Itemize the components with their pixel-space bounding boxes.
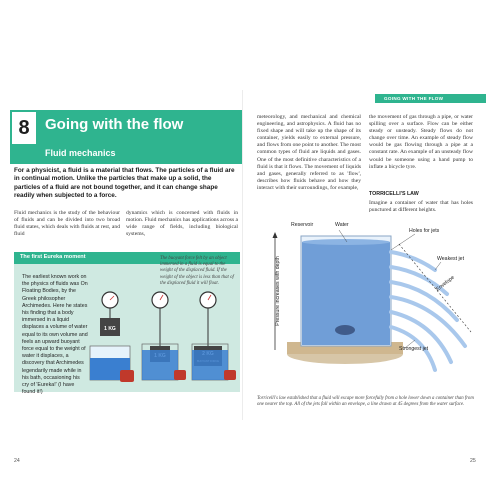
torricelli-svg: [265, 222, 479, 382]
torricelli-heading: TORRICELLI'S LAW: [369, 191, 419, 197]
weakest-pointer: [435, 262, 441, 270]
right-page: [243, 0, 486, 486]
body-column-1: Fluid mechanics is the study of the behaviour of fluids and can be divided into two broad fluid states, which deals with fluids at rest, and fluid: [14, 210, 120, 238]
holes-for-jets-label: Holes for jets: [409, 228, 440, 234]
buoyancy-illustration: [88, 288, 238, 388]
page-number-left: 24: [14, 458, 20, 464]
body-column-3: meteorology, and mechanical and chemical engineering, and astrophysics. A fluid has no fixed shape and will take up the shape of its container, yields easily to external pressure, and flows from one point to another. The most common types of fluid are liquids and gases. One of the most definitive characteristics of a fluid is that it flows. The movement of liquids and gases, generally referred to as 'flow', describes how fluids behave and how they interact with their surroundings, for example,: [257, 114, 361, 191]
eureka-box-caption: The buoyant force felt by an object immersed in a fluid is equal to the weight of the displaced fluid. If the weight of the object is less than that of the displaced fluid it will float.: [160, 256, 234, 286]
holes-pointer: [391, 234, 415, 250]
torricelli-text: Imagine a container of water that has holes punctured at different heights.: [369, 200, 473, 214]
eureka-box-text: The earliest known work on the physics of fluids was On Floating Bodies, by the Greek philosopher Archimedes. Here he states his finding that a body immersed in a liquid displaces a volume of water equal to its own volume and feels an upward buoyant force equal to the weight of water it displaces, a discovery that Archimedes legendarily made while in his bath, occasioning his cry of 'Eureka!' (I have found it!): [22, 274, 88, 396]
torricelli-diagram: [265, 222, 479, 382]
weakest-jet-label: Weakest jet: [437, 256, 465, 262]
beaker-1-icon: [90, 346, 134, 382]
running-head: GOING WITH THE FLOW: [384, 96, 444, 101]
eureka-box-title: The first Eureka moment: [20, 254, 86, 260]
pressure-label: Pressure increases with depth: [275, 256, 281, 326]
strongest-jet-label: Strongest jet: [399, 346, 429, 352]
reservoir-label: Reservoir: [291, 222, 314, 228]
weight-1-label: 1 KG: [104, 326, 116, 332]
body-column-2: dynamics which is concerned with fluids in motion. Fluid mechanics has applications across a wide range of fields, including biological systems,: [126, 210, 239, 238]
body-column-4: the movement of gas through a pipe, or water spilling over a surface. Flow can be either steady or unsteady. Steady flows do not change over time. An example of steady flow would be gas flowing through a pipe at a constant rate. An example of an unsteady flow would be someone using a hand pump to inflate a bicycle tyre.: [369, 114, 473, 170]
drain-shadow: [335, 325, 355, 335]
eureka-box: [14, 252, 240, 396]
diagram-caption: Torricelli's law established that a fluid will escape more forcefully from a hole lower down a container than from one nearer the top. All of the jets fall within an envelope, a line drawn at 45 degrees from the water surface.: [257, 396, 474, 408]
envelope-label: Envelope: [435, 274, 456, 293]
chapter-number: 8: [10, 110, 38, 146]
page-number-right: 25: [470, 458, 476, 464]
chapter-subtitle: Fluid mechanics: [45, 148, 116, 158]
water-label: Water: [335, 222, 349, 228]
chapter-intro: For a physicist, a fluid is a material that flows. The particles of a fluid are in continual motion. Unlike the particles that make up a solid, the particles of a fluid are not bound together, and it can change shape readily when subjected to a force.: [14, 167, 235, 200]
water-surface: [302, 239, 390, 245]
chapter-title: Going with the flow: [45, 116, 184, 133]
